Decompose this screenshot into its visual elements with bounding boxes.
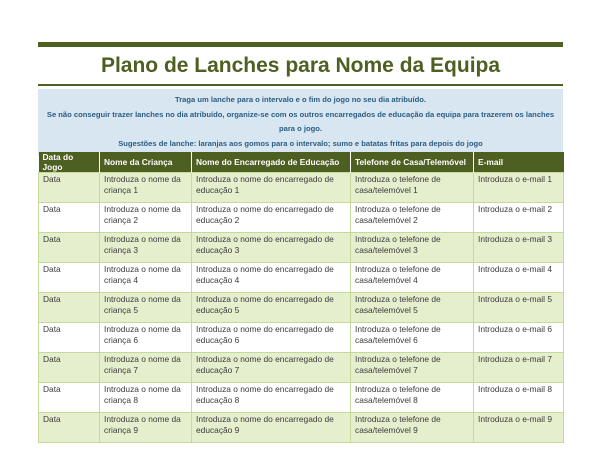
column-header-child: Nome da Criança [100, 152, 192, 173]
title-rule [38, 84, 563, 86]
cell-date[interactable]: Data [39, 353, 100, 383]
cell-email[interactable]: Introduza o e-mail 6 [474, 323, 564, 353]
cell-email[interactable]: Introduza o e-mail 5 [474, 293, 564, 323]
cell-child-name[interactable]: Introduza o nome da criança 8 [100, 383, 192, 413]
cell-guardian-name[interactable]: Introduza o nome do encarregado de educação 9 [192, 413, 351, 443]
page-title: Plano de Lanches para Nome da Equipa [100, 54, 501, 77]
cell-date[interactable]: Data [39, 203, 100, 233]
cell-child-name[interactable]: Introduza o nome da criança 6 [100, 323, 192, 353]
cell-child-name[interactable]: Introduza o nome da criança 9 [100, 413, 192, 443]
cell-phone[interactable]: Introduza o telefone de casa/telemóvel 7 [351, 353, 474, 383]
cell-guardian-name[interactable]: Introduza o nome do encarregado de educação 6 [192, 323, 351, 353]
column-header-date: Data do Jogo [39, 152, 100, 173]
cell-email[interactable]: Introduza o e-mail 3 [474, 233, 564, 263]
cell-guardian-name[interactable]: Introduza o nome do encarregado de educação 1 [192, 173, 351, 203]
cell-phone[interactable]: Introduza o telefone de casa/telemóvel 4 [351, 263, 474, 293]
document-page [38, 42, 563, 156]
table-row [39, 263, 564, 293]
cell-guardian-name[interactable]: Introduza o nome do encarregado de educação 8 [192, 383, 351, 413]
cell-date[interactable]: Data [39, 263, 100, 293]
cell-guardian-name[interactable]: Introduza o nome do encarregado de educação 4 [192, 263, 351, 293]
intro-box [38, 89, 563, 156]
cell-email[interactable]: Introduza o e-mail 9 [474, 413, 564, 443]
cell-email[interactable]: Introduza o e-mail 4 [474, 263, 564, 293]
table-row [39, 353, 564, 383]
cell-guardian-name[interactable]: Introduza o nome do encarregado de educação 5 [192, 293, 351, 323]
cell-email[interactable]: Introduza o e-mail 8 [474, 383, 564, 413]
intro-line-2: Se não conseguir trazer lanches no dia atribuído, organize-se com os outros encarregados de educação da equipa para trazerem os lanches para o jogo. [46, 109, 555, 133]
intro-line-1: Traga um lanche para o intervalo e o fim do jogo no seu dia atribuído. [174, 95, 427, 104]
cell-phone[interactable]: Introduza o telefone de casa/telemóvel 3 [351, 233, 474, 263]
cell-email[interactable]: Introduza o e-mail 1 [474, 173, 564, 203]
table-row [39, 413, 564, 443]
top-rule [38, 42, 563, 47]
table-row [39, 173, 564, 203]
cell-date[interactable]: Data [39, 383, 100, 413]
cell-phone[interactable]: Introduza o telefone de casa/telemóvel 5 [351, 293, 474, 323]
table-row [39, 383, 564, 413]
cell-date[interactable]: Data [39, 323, 100, 353]
table-row [39, 323, 564, 353]
intro-line-3: Sugestões de lanche: laranjas aos gomos para o intervalo; sumo e batatas fritas para depois do jogo [118, 138, 483, 148]
cell-guardian-name[interactable]: Introduza o nome do encarregado de educação 3 [192, 233, 351, 263]
table-header-row [39, 152, 564, 173]
cell-date[interactable]: Data [39, 413, 100, 443]
cell-date[interactable]: Data [39, 293, 100, 323]
cell-child-name[interactable]: Introduza o nome da criança 5 [100, 293, 192, 323]
column-header-email: E-mail [474, 152, 564, 173]
column-header-guardian: Nome do Encarregado de Educação [192, 152, 351, 173]
cell-phone[interactable]: Introduza o telefone de casa/telemóvel 9 [351, 413, 474, 443]
cell-guardian-name[interactable]: Introduza o nome do encarregado de educação 7 [192, 353, 351, 383]
cell-child-name[interactable]: Introduza o nome da criança 1 [100, 173, 192, 203]
cell-phone[interactable]: Introduza o telefone de casa/telemóvel 1 [351, 173, 474, 203]
table-row [39, 293, 564, 323]
cell-phone[interactable]: Introduza o telefone de casa/telemóvel 6 [351, 323, 474, 353]
cell-child-name[interactable]: Introduza o nome da criança 4 [100, 263, 192, 293]
cell-child-name[interactable]: Introduza o nome da criança 7 [100, 353, 192, 383]
cell-phone[interactable]: Introduza o telefone de casa/telemóvel 2 [351, 203, 474, 233]
table-row [39, 233, 564, 263]
table-row [39, 203, 564, 233]
cell-phone[interactable]: Introduza o telefone de casa/telemóvel 8 [351, 383, 474, 413]
cell-guardian-name[interactable]: Introduza o nome do encarregado de educação 2 [192, 203, 351, 233]
cell-date[interactable]: Data [39, 233, 100, 263]
snack-schedule-table [38, 152, 564, 443]
cell-child-name[interactable]: Introduza o nome da criança 2 [100, 203, 192, 233]
column-header-phone: Telefone de Casa/Telemóvel [351, 152, 474, 173]
cell-child-name[interactable]: Introduza o nome da criança 3 [100, 233, 192, 263]
cell-email[interactable]: Introduza o e-mail 2 [474, 203, 564, 233]
cell-date[interactable]: Data [39, 173, 100, 203]
cell-email[interactable]: Introduza o e-mail 7 [474, 353, 564, 383]
